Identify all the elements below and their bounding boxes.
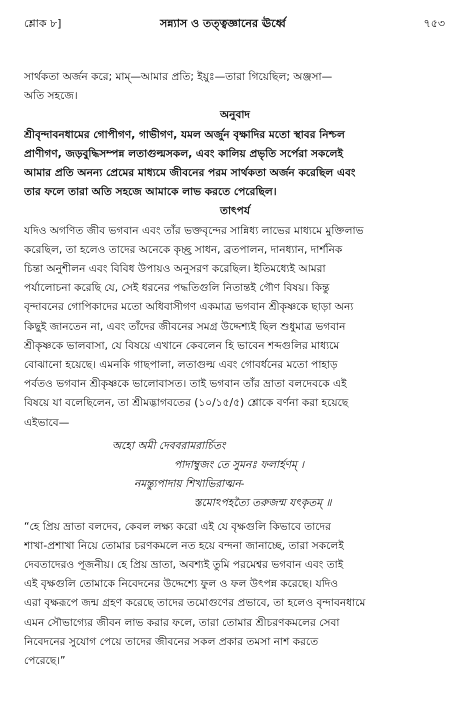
purport-section (24, 202, 446, 432)
verse-translation-section (24, 518, 446, 672)
purport-line: বিষয়ে যা বলেছিলেন, তা শ্রীমদ্ভাগবতের (১০/১৫/৫) শ্লোকে বর্ণনা করা হয়েছে (24, 397, 349, 410)
verse-translation-line: এরা বৃক্ষরূপে জন্ম গ্রহণ করেছে তাদের তমোগুণের প্রভাবে, তা হলেও বৃন্দাবনধামে (24, 597, 366, 610)
synonyms-line: অতি সহজে। (24, 90, 78, 103)
purport-line: পর্যালোচনা করেছি যে, সেই ধরনের পদ্ধতিগুলি নিতান্তই গৌণ বিষয়। কিন্তু (24, 282, 330, 295)
page-content (24, 68, 446, 671)
verse-reference: শ্লোক ৮] (24, 17, 62, 30)
verse-line: পাদাম্বুজং তে সুমনঃ ফলার্হণম্‌ । (174, 459, 305, 472)
translation-line: প্রাণীগণ, জড়বুদ্ধিসম্পন্ন লতাগুল্মসকল, এবং কালিয় প্রভৃতি সর্পেরা সকলেই (24, 147, 344, 160)
page-number: ৭৫৩ (423, 17, 445, 30)
purport-line: পর্বতও ভগবান শ্রীকৃষ্ণকে ভালোবাসত। তাই ভগবান তাঁর ভ্রাতা বলদেবকে এই (24, 378, 347, 391)
verse-translation-line: শাখা-প্রশাখা নিয়ে তোমার চরণকমলে নত হয়ে বন্দনা জানাচ্ছে, তারা সকলেই (24, 539, 344, 552)
chapter-title: সন্ন্যাস ও তত্ত্বজ্ঞানের ঊর্ধ্বে (160, 17, 286, 30)
translation-section (24, 106, 446, 202)
synonyms-section (24, 68, 446, 106)
page-header (0, 0, 473, 40)
verse-translation-line: নিবেদনের সুযোগ পেয়ে তাদের জীবনের সকল প্রকার তমসা নাশ করতে (24, 635, 319, 648)
verse-translation-line: এমন সৌভাগ্যের জীবন লাভ করার ফলে, তারা তোমার শ্রীচরণকমলের সেবা (24, 616, 340, 629)
purport-line: যদিও অগণিত জীব ভগবান এবং তাঁর ভক্তবৃন্দের সান্নিধ্য লাভের মাধ্যমে মুক্তিলাভ (24, 224, 364, 237)
purport-line: কিছুই জানতেন না, এবং তাঁদের জীবনের সমগ্র উদ্দেশ্যই ছিল শুধুমাত্র ভগবান (24, 320, 346, 333)
verse-line: স্তমোঽপহত্যৈ তরুজন্ম যৎকৃতম্‌ ॥ (194, 497, 332, 510)
purport-line: করেছিল, তা হলেও তাদের অনেকে কৃচ্ছ্র সাধন, ব্রতপালন, দানধ্যান, দার্শনিক (24, 243, 343, 256)
purport-line: চিন্তা অনুশীলন এবং বিবিধ উপায়ও অনুসরণ করেছিল। ইতিমধ্যেই আমরা (24, 263, 326, 276)
purport-line: বৃন্দাবনের গোপিকাদের মতো অধিবাসীগণ একমাত্র ভগবান শ্রীকৃষ্ণকে ছাড়া অন্য (24, 301, 354, 314)
purport-heading: তাৎপর্য (220, 205, 250, 218)
translation-line: শ্রীবৃন্দাবনধামের গোপীগণ, গাভীগণ, যমল অর্জুন বৃক্ষাদির মতো স্থাবর নিশ্চল (24, 128, 345, 141)
translation-line: তার ফলে তারা অতি সহজে আমাকে লাভ করতে পেরেছিল। (24, 186, 277, 199)
verse-line: অহো অমী দেববরামরার্চিতং (112, 439, 226, 452)
verse-translation-line: দেবতাদেরও পূজনীয়। হে প্রিয় ভ্রাতা, অবশ্যই তুমি পরমেশ্বর ভগবান এবং তাই (24, 559, 344, 572)
sanskrit-verse (24, 437, 446, 514)
verse-translation-line: “হে প্রিয় ভ্রাতা বলদেব, কেবল লক্ষ্য করো এই যে বৃক্ষগুলি কিভাবে তাদের (24, 520, 331, 533)
translation-line: আমার প্রতি অনন্য প্রেমের মাধ্যমে জীবনের পরম সার্থকতা অর্জন করেছিল এবং (24, 167, 356, 180)
purport-line: শ্রীকৃষ্ণকে ভালবাসা, যে বিষয়ে এখানে কেবলেন হি ভাবেন শব্দগুলির মাধ্যমে (24, 339, 340, 352)
verse-line: নমন্ত্যুপাদায় শিখাভিরাত্মন- (134, 478, 245, 491)
purport-line: এইভাবে— (24, 416, 70, 429)
synonyms-line: সার্থকতা অর্জন করে; মাম্‌—আমার প্রতি; ইয়ুঃ—তারা গিয়েছিল; অঞ্জসা— (24, 71, 333, 83)
verse-translation-line: পেরেছে।” (24, 655, 66, 668)
purport-line: বোঝানো হয়েছে। এমনকি গাছপালা, লতাগুল্ম এবং গোবর্ধনের মতো পাহাড় (24, 359, 338, 372)
translation-heading: অনুবাদ (219, 109, 251, 122)
verse-translation-line: এই বৃক্ষগুলি তোমাকে নিবেদনের উদ্দেশ্যে ফুল ও ফল উৎপন্ন করেছে। যদিও (24, 578, 339, 591)
